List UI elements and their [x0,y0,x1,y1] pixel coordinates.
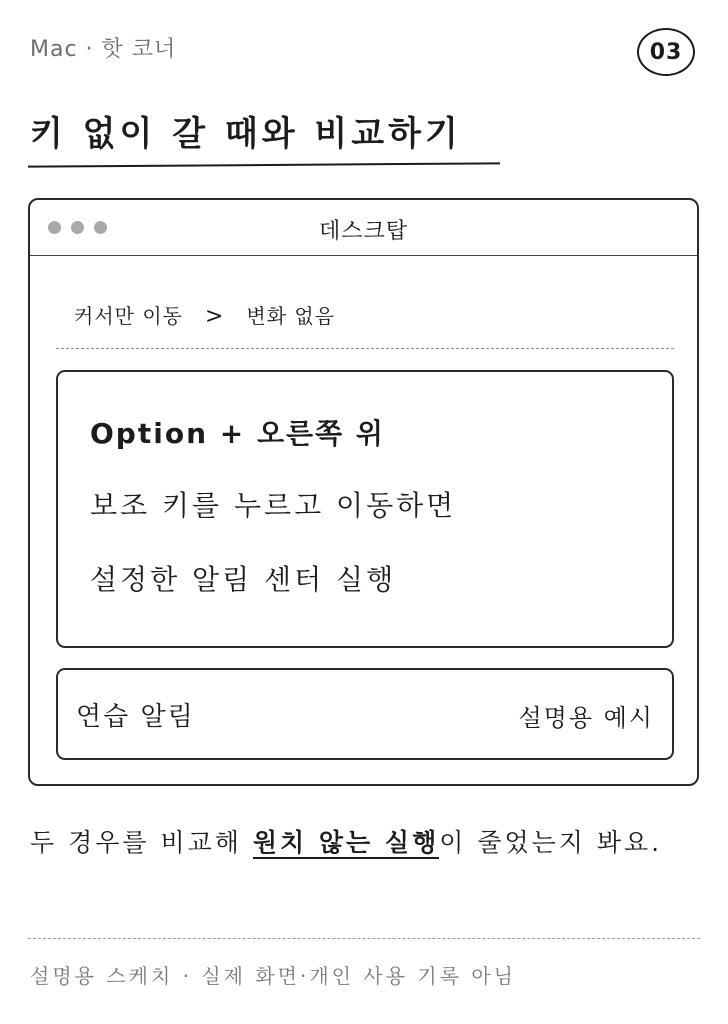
window-header [30,200,697,256]
page-number-badge: 03 [637,28,695,76]
notification-title: 연습 알림 [76,702,195,732]
notification-card[interactable] [56,668,674,760]
title-underline [28,162,500,167]
shortcut-card [56,370,674,648]
topic-label: Mac · 핫 코너 [30,37,177,62]
summary-emphasis: 원치 않는 실행 [252,828,440,857]
footer-note: 설명용 스케치 · 실제 화면·개인 사용 기록 아님 [30,964,516,988]
page-title: 키 없이 갈 때와 비교하기 [30,114,462,154]
flow-action: 커서만 이동 [74,304,183,328]
chevron-right-icon: > [204,304,225,329]
shortcut-heading: Option + 오른쪽 위 [90,417,385,450]
notification-tag: 설명용 예시 [518,704,654,732]
dashed-divider [56,348,674,349]
summary-text [30,818,702,868]
shortcut-description-1: 보조 키를 누르고 이동하면 [90,489,457,522]
shortcut-description-2: 설정한 알림 센터 실행 [90,563,397,596]
flow-result: 변화 없음 [246,304,336,328]
flow-line [74,300,335,329]
summary-suffix: 이 줄었는지 봐요. [439,828,663,857]
summary-prefix: 두 경우를 비교해 [30,828,253,857]
footer-divider [28,938,700,939]
desktop-window [28,198,699,786]
window-title: 데스크탑 [318,219,408,244]
